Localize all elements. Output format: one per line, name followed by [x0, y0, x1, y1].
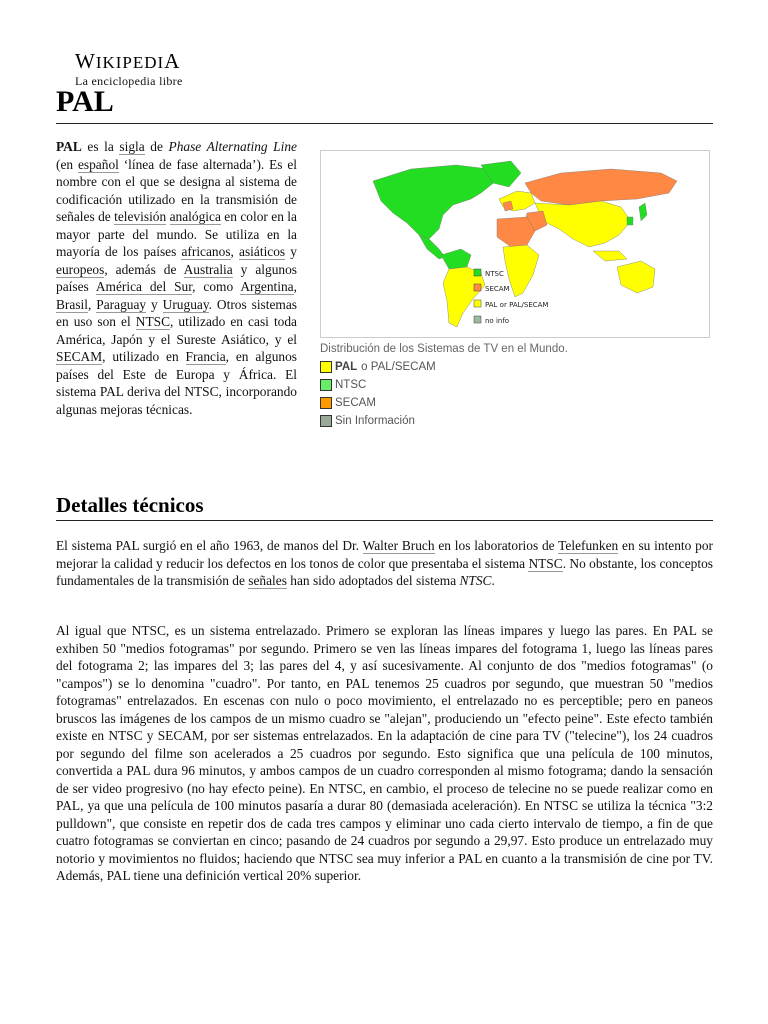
- logo-wordmark: WIKIPEDIA: [75, 49, 181, 73]
- link-sigla[interactable]: sigla: [119, 139, 145, 154]
- map-france: [503, 201, 513, 211]
- legend-row-ntsc: NTSC: [320, 376, 710, 394]
- link-secam[interactable]: SECAM: [56, 349, 103, 364]
- section-paragraph-2: Al igual que NTSC, es un sistema entrelazado. Primero se exploran las líneas impares y luego las pares. En PAL se exhiben 50 "medios fotogramas" por segundo. Primero se ven las líneas impares del fotograma 1, luego las líneas pares del fotograma 2; las impares del 3; las pares del 4, y así sucesivamente. Al conjunto de dos "medios fotogramas" (o "campos") se lo denomina "cuadro". Por tanto, en PAL tenemos 25 cuadros por segundo, que muestran 50 "medios fotogramas" entrelazados. En escenas con nulo o poco movimiento, el entrelazado no es perceptible; pero en paneos bruscos las imágenes de los campos de un mismo cuadro se "alejan", produciendo un "efecto peine". Este efecto también existe en NTSC y SECAM, por ser sistemas entrelazados. En la adaptación de cine para TV ("telecine"), los 24 cuadros por segundo del filme son acelerados a 25 cuadros por segundo. Esto significa que una película de 100 minutos, convertida a PAL dura 96 minutos, y ambos campos de un cuadro corresponden al mismo fotograma; dando la sensación de ser video progresivo (no hay efecto peine). En NTSC, en cambio, el proceso de telecine no se puede realizar como en PAL, ya que una película de 100 minutos pasaría a durar 80 (demasiada aceleración). En NTSC se utiliza la técnica "3:2 pulldown", que consiste en repetir dos de cada tres campos y eliminar uno cada cierto intervalo de tiempo, a fin de que cuatro fotogramas se conviertan en cinco; pasando de 24 cuadros por segundo a 29,97. Esto produce un entrelazado muy notorio y movimientos no fluidos; haciendo que NTSC sea muy inferior a PAL en cuanto a la transmisión de cine por TV. Además, PAL tiene una definición vertical 20% superior.: [56, 623, 713, 883]
- link-asiaticos[interactable]: asiáticos: [239, 244, 286, 259]
- map-legend-secam: SECAM: [485, 285, 510, 293]
- section-paragraph-1: El sistema PAL surgió en el año 1963, de manos del Dr. Walter Bruch en los laboratorios de Telefunken en su intento por mejorar la calidad y reducir los defectos en los tonos de color que presentaba el sistema NTSC. No obstante, los conceptos fundamentales de la transmisión de señales han sido adoptados del sistema NTSC.: [56, 538, 713, 588]
- link-francia[interactable]: Francia: [185, 349, 226, 364]
- link-senales[interactable]: señales: [248, 573, 287, 588]
- link-television[interactable]: televisión: [114, 209, 167, 224]
- link-analogica[interactable]: analógica: [169, 209, 221, 224]
- link-ntsc-2[interactable]: NTSC: [528, 555, 563, 571]
- link-europeos[interactable]: europeos: [56, 261, 105, 277]
- lead-paragraph: PAL es la sigla de Phase Alternating Line (en español ‘línea de fase alternada’). Es el nombre con el que se designa al sistema de codificación utilizado en la transmisión de señales de televisión analógica en color en la mayor parte del mundo. Se utiliza en la mayoría de los países africanos, asiáticos y europeos, además de Australia y algunos países América del Sur, como Argentina, Brasil, Paraguay y Uruguay. Otros sistemas en uso son el NTSC, utilizado en casi toda América, Japón y el Sureste Asiático, y el SECAM, utilizado en Francia, en algunos países del Este de Europa y África. El sistema PAL deriva del NTSC, incorporando algunas mejoras técnicas.: [56, 139, 297, 417]
- legend-row-pal: PAL o PAL/SECAM: [320, 358, 710, 376]
- infobox: [320, 150, 710, 430]
- map-legend-noinfo: no info: [485, 317, 510, 325]
- link-australia[interactable]: Australia: [183, 261, 233, 277]
- legend-swatch-pal: [320, 361, 332, 373]
- map-legend-pal: PAL or PAL/SECAM: [485, 301, 549, 309]
- link-america-del-sur[interactable]: América del Sur: [95, 279, 193, 294]
- world-tv-systems-map[interactable]: [320, 150, 710, 338]
- legend-row-secam: SECAM: [320, 394, 710, 412]
- world-map-image: [321, 151, 709, 337]
- link-espanol[interactable]: español: [77, 156, 119, 172]
- page-title: PAL: [56, 84, 713, 124]
- map-caption: Distribución de los Sistemas de TV en el Mundo.: [320, 343, 568, 355]
- link-africanos[interactable]: africanos: [181, 244, 231, 259]
- infobox-legend: [320, 358, 710, 430]
- map-legend-ntsc: NTSC: [485, 270, 504, 278]
- link-paraguay[interactable]: Paraguay: [96, 296, 147, 312]
- link-brasil[interactable]: Brasil: [56, 296, 88, 312]
- legend-row-noinfo: Sin Información: [320, 412, 710, 430]
- legend-swatch-noinfo: [320, 415, 332, 427]
- link-telefunken[interactable]: Telefunken: [558, 538, 619, 553]
- wikipedia-logo[interactable]: [75, 50, 183, 88]
- link-argentina[interactable]: Argentina: [240, 279, 294, 294]
- map-korea-phil: [627, 217, 633, 225]
- link-ntsc[interactable]: NTSC: [135, 314, 171, 329]
- section-heading-detalles: Detalles técnicos: [56, 492, 713, 521]
- legend-swatch-ntsc: [320, 379, 332, 391]
- legend-swatch-secam: [320, 397, 332, 409]
- link-walter-bruch[interactable]: Walter Bruch: [362, 538, 435, 553]
- logo-tagline: La enciclopedia libre: [75, 74, 183, 88]
- link-uruguay[interactable]: Uruguay: [162, 296, 209, 312]
